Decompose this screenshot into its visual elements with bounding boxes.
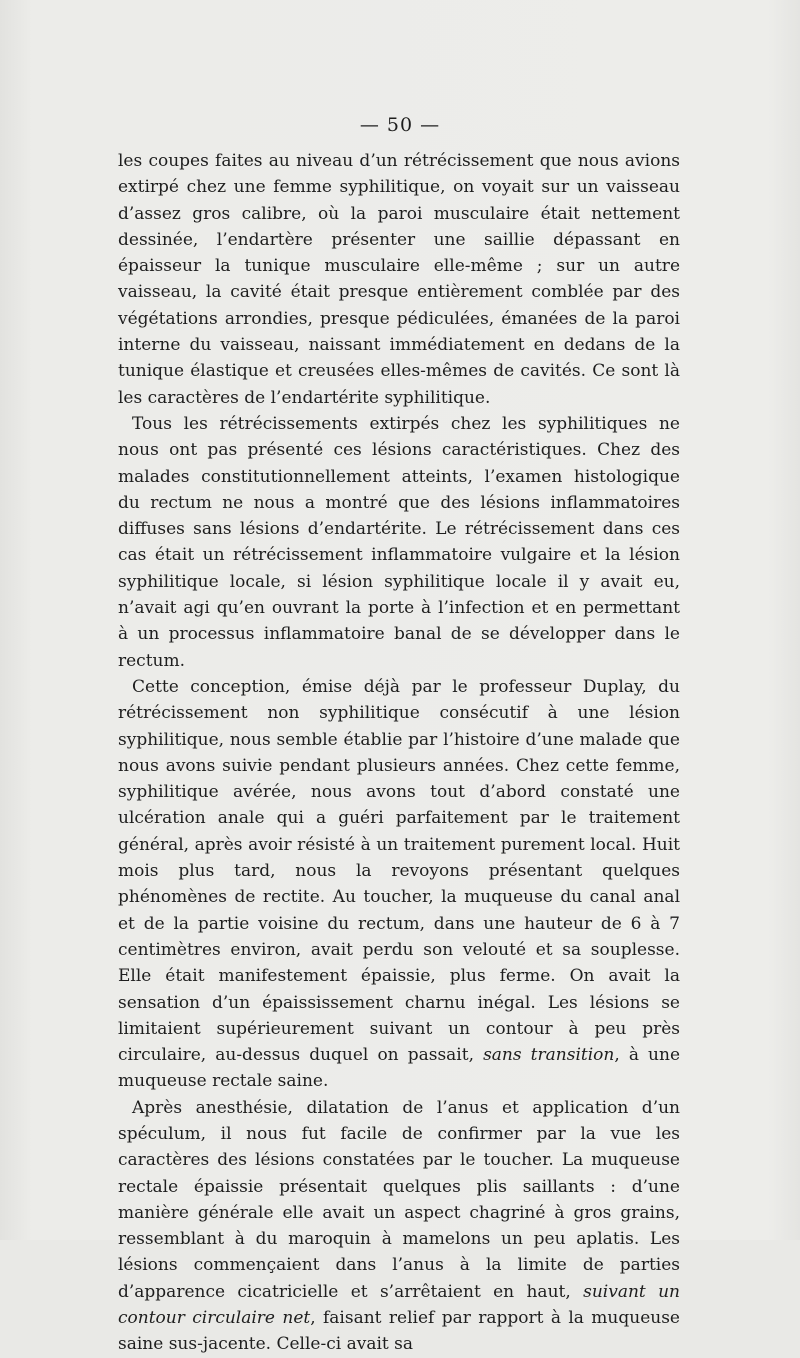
paragraph-3 [118,674,680,1095]
paragraph-2-text: Tous les rétrécissements extirpés chez les syphilitiques ne nous ont pas présenté ces lésions caractéristiques. Chez des malades constitutionnellement atteints, l’examen histologique du rectum ne nous a montré que des lésions inflammatoires diffuses sans lésions d’endartérite. Le rétrécissement dans ces cas était un rétrécissement inflammatoire vulgaire et la lésion syphilitique locale, si lésion syphilitique locale il y avait eu, n’avait agi qu’en ouvrant la porte à l’infection et en permettant à un processus inflammatoire banal de se développer dans le rectum. [118,413,680,671]
paragraph-4-text: Après anesthésie, dilatation de l’anus et application d’un spéculum, il nous fut facile de confirmer par la vue les caractères des lésions constatées par le toucher. La muqueuse rectale épaissie présentait quelques plis saillants : d’une manière générale elle avait un aspect chagriné à gros grains, ressemblant à du maroquin à mamelons un peu aplatis. Les lésions commençaient dans l’anus à la limite de parties d’apparence cicatricielle et s’arrêtaient en haut, [118,1097,680,1302]
italic-phrase-contour-circulaire: suivant un contour circulaire net [118,1281,680,1329]
paragraph-4 [118,1095,680,1358]
paragraph-3-text: Cette conception, émise déjà par le professeur Duplay, du rétrécissement non syphilitique consécutif à une lésion syphilitique, nous semble établie par l’histoire d’une malade que nous avons suivie pendant plusieurs années. Chez cette femme, syphilitique avérée, nous avons tout d’abord constaté une ulcération anale qui a guéri parfaitement par le traitement général, après avoir résisté à un traitement purement local. Huit mois plus tard, nous la revoyons présentant quelques phénomènes de rectite. Au toucher, la muqueuse du canal anal et de la partie voisine du rectum, dans une hauteur de 6 à 7 centimètres environ, avait perdu son velouté et sa souplesse. Elle était manifestement épaissie, plus ferme. On avait la sensation d’un épaississement charnu inégal. Les lésions se limitaient supérieurement suivant un contour à peu près circulaire, au-dessus duquel on passait, [118,676,680,1066]
body-text [118,148,680,1358]
page-number: — 50 — [359,114,441,136]
paragraph-4-end: , faisant relief par rapport à la muqueuse saine sus-jacente. Celle-ci avait sa [118,1308,680,1355]
paragraph-1 [118,148,680,411]
paragraph-2 [118,411,680,674]
paragraph-1-text: les coupes faites au niveau d’un rétrécissement que nous avions extirpé chez une femme syphilitique, on voyait sur un vaisseau d’assez gros calibre, où la paroi musculaire était nettement dessinée, l’endartère présenter une saillie dépassant en épaisseur la tunique musculaire elle-même ; sur un autre vaisseau, la cavité était presque entièrement comblée par des végétations arrondies, presque pédiculées, émanées de la paroi interne du vaisseau, naissant immédiatement en dedans de la tunique élastique et creusées elles-mêmes de cavités. Ce sont là les caractères de l’endartérite syphilitique. [118,151,680,408]
italic-phrase-sans-transition: sans transition [483,1045,615,1066]
paragraph-3-end: , à une muqueuse rectale saine. [118,1045,680,1092]
